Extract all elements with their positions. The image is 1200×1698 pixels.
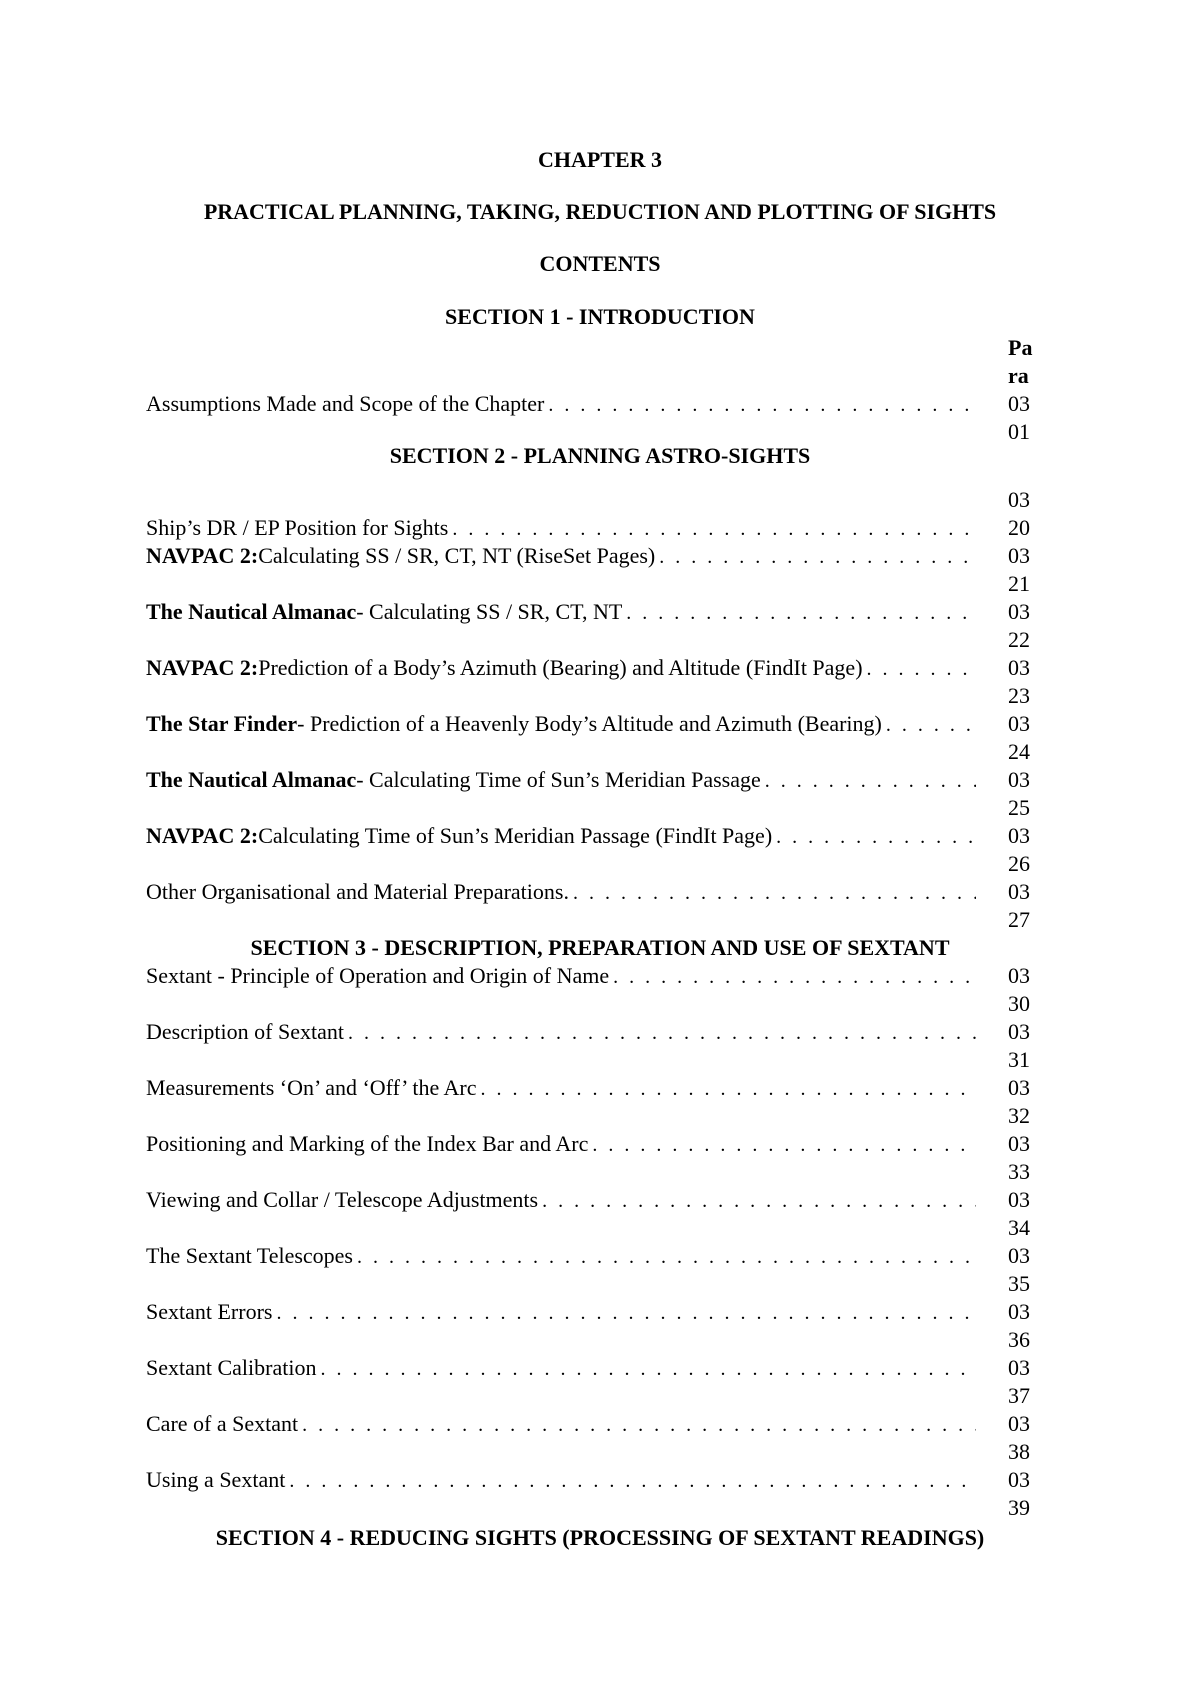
para-number: 03 [1008,487,1030,512]
toc-entry-text: Ship’s DR / EP Position for Sights [146,515,449,540]
toc-entry-text: - Calculating Time of Sun’s Meridian Passage [356,767,761,792]
para-number: 31 [1008,1047,1030,1072]
toc-entry [146,514,976,542]
section-4-title: SECTION 4 - REDUCING SIGHTS (PROCESSING OF SEXTANT READINGS) [215,1525,985,1550]
para-number: 23 [1008,683,1030,708]
toc-entry-text: Using a Sextant [146,1467,286,1492]
para-number: 03 [1008,711,1030,736]
para-number: 33 [1008,1159,1030,1184]
toc-entry [146,1466,976,1494]
para-number: 03 [1008,1243,1030,1268]
para-number: 39 [1008,1495,1030,1520]
section-1-title: SECTION 1 - INTRODUCTION [445,304,755,329]
leader-dots [659,543,976,571]
toc-entry-text: Measurements ‘On’ and ‘Off’ the Arc [146,1075,477,1100]
para-number: 03 [1008,655,1030,680]
leader-dots [320,1355,976,1383]
toc-entry-text: Care of a Sextant [146,1411,299,1436]
para-number: 03 [1008,1411,1030,1436]
para-number: 35 [1008,1271,1030,1296]
para-number: 34 [1008,1215,1030,1240]
toc-entry-text: Sextant - Principle of Operation and Origin of Name [146,963,610,988]
toc-entry-text: Prediction of a Body’s Azimuth (Bearing) and Altitude (FindIt Page) [258,655,863,680]
para-number: 24 [1008,739,1030,764]
leader-dots [302,1411,976,1439]
leader-dots [765,767,976,795]
para-number: 32 [1008,1103,1030,1128]
toc-entry-text: Assumptions Made and Scope of the Chapter [146,391,545,416]
para-header-line1: Pa [1008,335,1033,360]
toc-entry-text: Calculating Time of Sun’s Meridian Passage (FindIt Page) [258,823,773,848]
toc-entry-text: Calculating SS / SR, CT, NT (RiseSet Pages) [258,543,656,568]
chapter-title: PRACTICAL PLANNING, TAKING, REDUCTION AND PLOTTING OF SIGHTS [203,199,997,224]
para-number: 03 [1008,1299,1030,1324]
para-number: 03 [1008,1075,1030,1100]
section-3-title: SECTION 3 - DESCRIPTION, PREPARATION AND USE OF SEXTANT [250,935,950,960]
toc-entry: NAVPAC 2: Prediction of a Body’s Azimuth (Bearing) and Altitude (FindIt Page) . . . [146,654,976,682]
toc-entry: The Star Finder - Prediction of a Heavenly Body’s Altitude and Azimuth (Bearing) . . . [146,710,976,738]
para-number: 21 [1008,571,1030,596]
para-number: 03 [1008,1355,1030,1380]
leader-dots [886,711,976,739]
toc-entry [146,390,976,418]
para-number: 26 [1008,851,1030,876]
toc-entry [146,1410,976,1438]
para-number: 03 [1008,543,1030,568]
para-number: 03 [1008,963,1030,988]
toc-entry [146,1074,976,1102]
para-number: 27 [1008,907,1030,932]
leader-dots [626,599,976,627]
para-number: 37 [1008,1383,1030,1408]
toc-entry-text: Other Organisational and Material Preparations. [146,879,569,904]
toc-entry [146,1018,976,1046]
toc-entry [146,962,976,990]
para-header-line2: ra [1008,363,1029,388]
para-number: 36 [1008,1327,1030,1352]
para-number: 22 [1008,627,1030,652]
leader-dots [613,963,976,991]
leader-dots [592,1131,976,1159]
para-number: 03 [1008,767,1030,792]
toc-entry [146,878,976,906]
toc-entry-text: Viewing and Collar / Telescope Adjustments [146,1187,539,1212]
para-number: 03 [1008,879,1030,904]
toc-entry: The Nautical Almanac - Calculating SS / SR, CT, NT . . . [146,598,976,626]
para-number: 03 [1008,1019,1030,1044]
para-number: 38 [1008,1439,1030,1464]
contents-heading: CONTENTS [539,251,661,276]
para-number: 03 [1008,599,1030,624]
para-number: 03 [1008,1467,1030,1492]
para-number: 30 [1008,991,1030,1016]
toc-entry-text: Positioning and Marking of the Index Bar and Arc [146,1131,589,1156]
toc-entry-text: Sextant Errors [146,1299,273,1324]
leader-dots [776,823,976,851]
toc-entry-text: - Calculating SS / SR, CT, NT [356,599,623,624]
para-number: 03 [1008,1131,1030,1156]
toc-entry: The Nautical Almanac - Calculating Time of Sun’s Meridian Passage . . . [146,766,976,794]
para-number: 20 [1008,515,1030,540]
section-2-title: SECTION 2 - PLANNING ASTRO-SIGHTS [389,443,811,468]
para-number: 03 [1008,823,1030,848]
leader-dots [289,1467,976,1495]
leader-dots [452,515,976,543]
chapter-heading: CHAPTER 3 [537,147,663,172]
toc-entry [146,1186,976,1214]
para-number: 01 [1008,419,1030,444]
leader-dots [867,655,976,683]
leader-dots [573,879,976,907]
toc-entry-text: Sextant Calibration [146,1355,317,1380]
toc-entry-text: Description of Sextant [146,1019,344,1044]
para-number: 03 [1008,1187,1030,1212]
toc-entry-text: - Prediction of a Heavenly Body’s Altitude and Azimuth (Bearing) [297,711,882,736]
toc-entry [146,1130,976,1158]
toc-entry [146,1298,976,1326]
toc-entry [146,1242,976,1270]
leader-dots [348,1019,976,1047]
leader-dots [480,1075,976,1103]
para-number: 03 [1008,391,1030,416]
leader-dots [548,391,976,419]
toc-entry: NAVPAC 2: Calculating SS / SR, CT, NT (RiseSet Pages) . . . [146,542,976,570]
leader-dots [542,1187,976,1215]
toc-entry: NAVPAC 2: Calculating Time of Sun’s Meridian Passage (FindIt Page) . . . [146,822,976,850]
toc-entry-text: The Sextant Telescopes [146,1243,353,1268]
leader-dots [276,1299,976,1327]
toc-entry [146,1354,976,1382]
para-number: 25 [1008,795,1030,820]
leader-dots [357,1243,976,1271]
